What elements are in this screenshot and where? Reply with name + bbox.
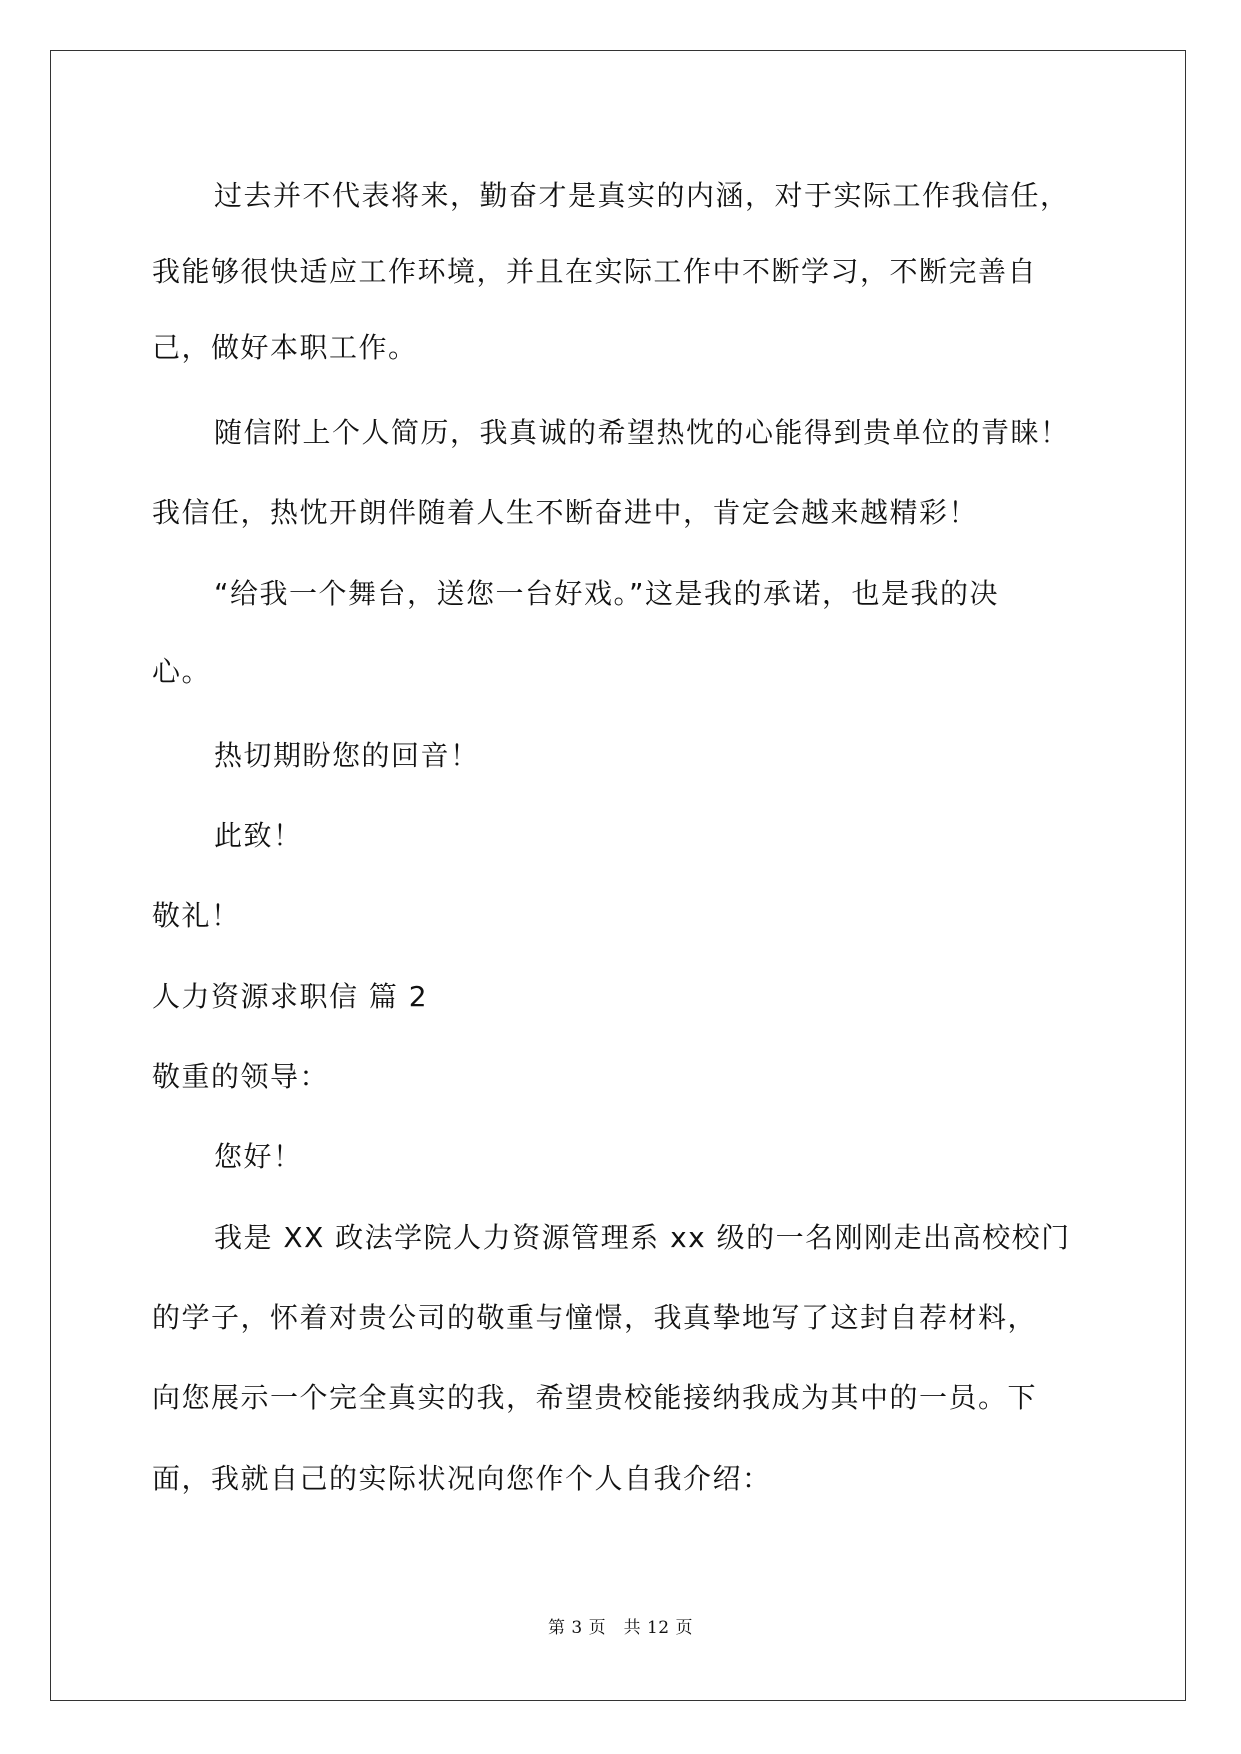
text-line: “给我一个舞台，送您一台好戏。”这是我的承诺，也是我的决 xyxy=(214,577,1000,610)
text-line: 心。 xyxy=(152,655,212,688)
section-heading: 人力资源求职信 篇 2 xyxy=(152,980,429,1013)
text-line: 我能够很快适应工作环境，并且在实际工作中不断学习，不断完善自 xyxy=(152,255,1038,288)
text-line: 我信任，热忱开朗伴随着人生不断奋进中，肯定会越来越精彩！ xyxy=(152,496,979,529)
text-line: 我是 XX 政法学院人力资源管理系 xx 级的一名刚刚走出高校校门 xyxy=(214,1221,1071,1254)
page-footer: 第 3 页 共 12 页 xyxy=(547,1618,694,1638)
text-line: 您好！ xyxy=(214,1140,303,1173)
greeting-line: 敬重的领导： xyxy=(152,1060,330,1093)
text-line: 热切期盼您的回音！ xyxy=(214,739,480,772)
text-line: 向您展示一个完全真实的我，希望贵校能接纳我成为其中的一员。下 xyxy=(152,1381,1038,1414)
page-border xyxy=(50,50,1186,1701)
text-line: 的学子，怀着对贵公司的敬重与憧憬，我真挚地写了这封自荐材料， xyxy=(152,1301,1038,1334)
text-line: 随信附上个人简历，我真诚的希望热忱的心能得到贵单位的青睐！ xyxy=(214,416,1070,449)
text-line: 己，做好本职工作。 xyxy=(152,331,418,364)
text-line: 过去并不代表将来，勤奋才是真实的内涵，对于实际工作我信任， xyxy=(214,179,1070,212)
text-line: 此致！ xyxy=(214,819,303,852)
text-line: 面，我就自己的实际状况向您作个人自我介绍： xyxy=(152,1462,772,1495)
salutation-line: 敬礼！ xyxy=(152,899,241,932)
